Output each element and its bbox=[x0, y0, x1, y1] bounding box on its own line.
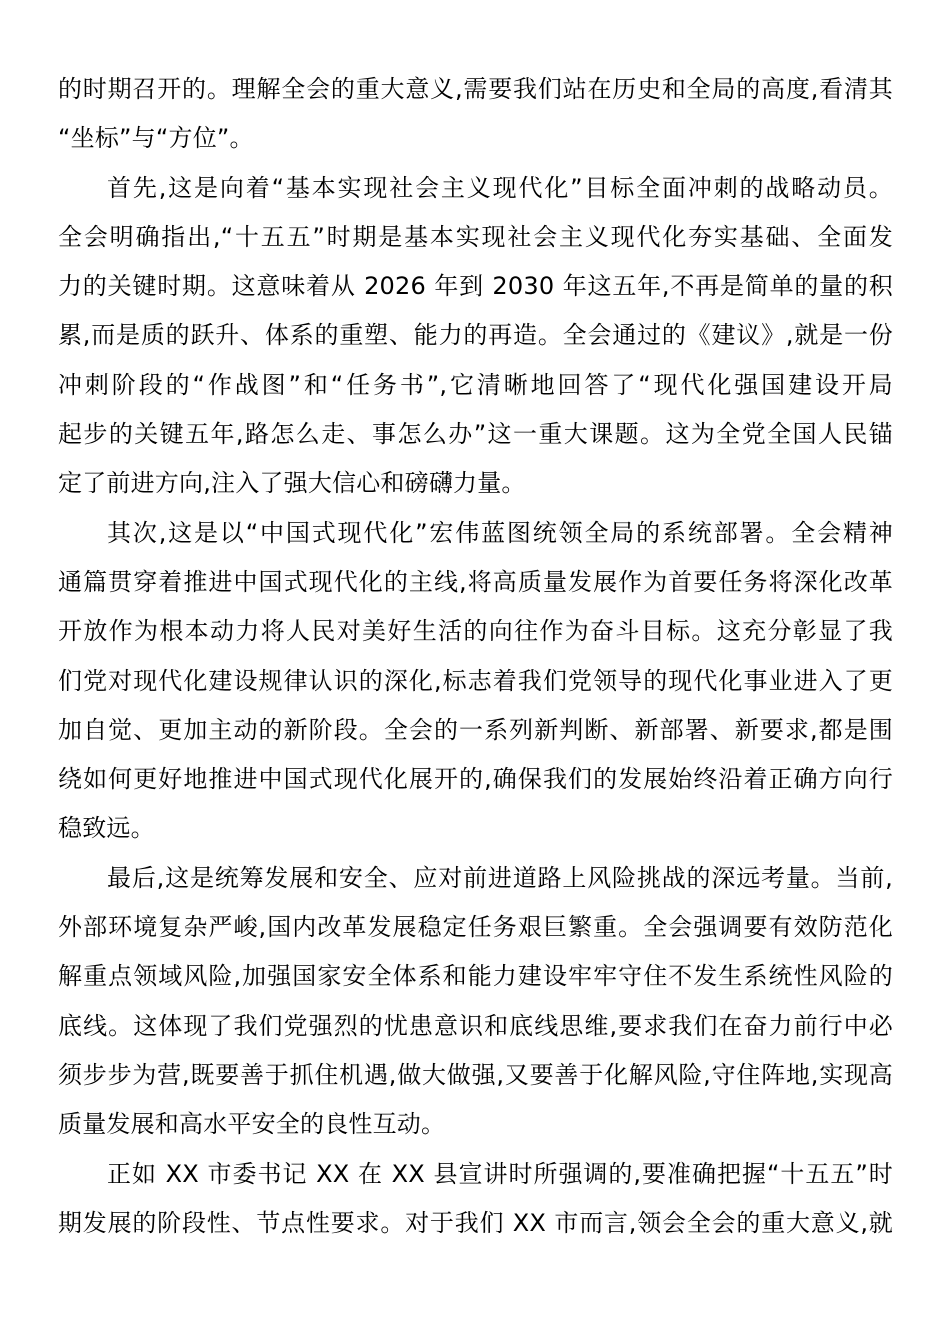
document-page bbox=[58, 65, 893, 1248]
text-line: “坐标”与“方位”。 bbox=[58, 124, 254, 153]
text-line: 质量发展和高水平安全的良性互动。 bbox=[58, 1110, 446, 1139]
text-line: 最后,这是统筹发展和安全、应对前进道路上风险挑战的深远考量。当前, bbox=[107, 863, 893, 892]
text-line: 累,而是质的跃升、体系的重塑、能力的再造。全会通过的《建议》,就是一份 bbox=[58, 321, 893, 350]
text-line: 其次,这是以“中国式现代化”宏伟蓝图统领全局的系统部署。全会精神 bbox=[107, 518, 893, 547]
text-line: 底线。这体现了我们党强烈的忧患意识和底线思维,要求我们在奋力前行中必 bbox=[58, 1011, 893, 1040]
text-line: 起步的关键五年,路怎么走、事怎么办”这一重大课题。这为全党全国人民锚 bbox=[58, 420, 893, 449]
paragraph-local-context bbox=[58, 1150, 893, 1249]
text-line: 力的关键时期。这意味着从 2026 年到 2030 年这五年,不再是简单的量的积 bbox=[58, 272, 893, 301]
text-line: 稳致远。 bbox=[58, 814, 155, 843]
text-line: 正如 XX 市委书记 XX 在 XX 县宣讲时所强调的,要准确把握“十五五”时 bbox=[107, 1159, 893, 1188]
text-line: 通篇贯穿着推进中国式现代化的主线,将高质量发展作为首要任务将深化改革 bbox=[58, 567, 893, 596]
paragraph-first-point bbox=[58, 164, 893, 509]
text-line: 绕如何更好地推进中国式现代化展开的,确保我们的发展始终沿着正确方向行 bbox=[58, 765, 893, 794]
text-line: 定了前进方向,注入了强大信心和磅礴力量。 bbox=[58, 469, 526, 498]
text-line: 期发展的阶段性、节点性要求。对于我们 XX 市而言,领会全会的重大意义,就 bbox=[58, 1208, 893, 1237]
text-line: 们党对现代化建设规律认识的深化,标志着我们党领导的现代化事业进入了更 bbox=[58, 666, 893, 695]
text-line: 加自觉、更加主动的新阶段。全会的一系列新判断、新部署、新要求,都是围 bbox=[58, 715, 893, 744]
text-line: 全会明确指出,“十五五”时期是基本实现社会主义现代化夯实基础、全面发 bbox=[58, 222, 893, 251]
paragraph-intro-continuation bbox=[58, 65, 893, 164]
text-line: 首先,这是向着“基本实现社会主义现代化”目标全面冲刺的战略动员。 bbox=[107, 173, 893, 202]
text-line: 开放作为根本动力将人民对美好生活的向往作为奋斗目标。这充分彰显了我 bbox=[58, 617, 893, 646]
paragraph-second-point bbox=[58, 509, 893, 854]
text-line: 冲刺阶段的“作战图”和“任务书”,它清晰地回答了“现代化强国建设开局 bbox=[58, 370, 893, 399]
text-line: 的时期召开的。理解全会的重大意义,需要我们站在历史和全局的高度,看清其 bbox=[58, 75, 893, 103]
text-line: 解重点领域风险,加强国家安全体系和能力建设牢牢守住不发生系统性风险的 bbox=[58, 962, 893, 991]
paragraph-third-point bbox=[58, 854, 893, 1150]
text-line: 外部环境复杂严峻,国内改革发展稳定任务艰巨繁重。全会强调要有效防范化 bbox=[58, 913, 893, 942]
text-line: 须步步为营,既要善于抓住机遇,做大做强,又要善于化解风险,守住阵地,实现高 bbox=[58, 1060, 893, 1089]
